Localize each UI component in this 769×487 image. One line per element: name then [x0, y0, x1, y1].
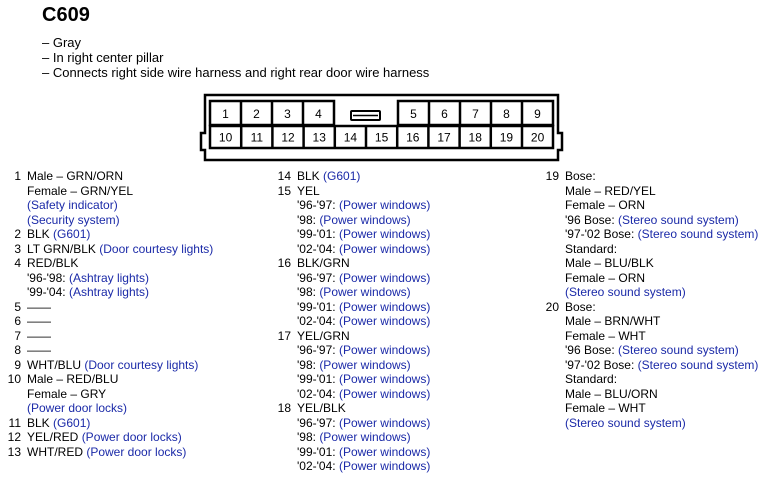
pin-entry-line [0, 198, 250, 213]
wire-info: BLK [27, 415, 54, 430]
wire-info: '98: [297, 357, 320, 372]
pin-entry-line [270, 459, 520, 474]
pin-entry-line [538, 314, 768, 329]
pin-entry-line [538, 198, 768, 213]
pin-entry-line [0, 213, 250, 228]
pin-entry-line [538, 358, 768, 373]
pin-entry-line [270, 430, 520, 445]
wire-info: '97-'02 Bose: [565, 227, 638, 241]
pin-number: 1 [14, 169, 21, 183]
pin-entry-line [538, 271, 768, 286]
pin-entry-line [0, 300, 250, 315]
wire-info: Female – WHT [565, 328, 646, 343]
pin-label: 11 [250, 130, 264, 145]
wire-info: '96-'98: [27, 270, 69, 285]
pin-label: 10 [218, 130, 233, 145]
wire-info: '96-'97: [297, 343, 339, 357]
pin-column-middle [270, 169, 520, 474]
pin-label: 14 [343, 130, 358, 145]
pin-label: 9 [534, 107, 541, 121]
pin-entry-line [270, 358, 520, 373]
wire-info: '96 Bose: [565, 212, 618, 227]
pin-entry-line [538, 416, 768, 431]
pin-entry-line [270, 416, 520, 431]
pin-entry-line [270, 285, 520, 300]
wire-info: Female – ORN [565, 270, 646, 285]
pin-entry-line [270, 387, 520, 402]
wire-info: —— [27, 343, 51, 357]
wire-info: BLK/GRN [297, 256, 350, 270]
wire-info: '98: [297, 285, 320, 299]
circuit-link[interactable]: (Power windows) [338, 415, 431, 430]
pin-number: 6 [14, 314, 21, 328]
wire-info: '02-'04: [297, 386, 339, 401]
pin-label: 1 [222, 107, 229, 121]
pin-number: 4 [14, 256, 21, 270]
connector-title: C609 [42, 4, 90, 26]
wire-info: Bose: [565, 299, 596, 314]
pin-number: 12 [7, 430, 21, 444]
description-line: – In right center pillar [42, 50, 164, 65]
pin-entry-line [270, 314, 520, 329]
pin-label: 13 [312, 130, 326, 145]
pin-entry-line [538, 343, 768, 358]
pin-number: 17 [277, 328, 291, 343]
wire-info: Female – WHT [565, 401, 646, 415]
circuit-link[interactable]: (Ashtray lights) [68, 285, 149, 299]
wire-info: WHT/RED [27, 444, 87, 459]
circuit-link[interactable]: (Power windows) [319, 285, 411, 299]
wire-info: YEL [297, 183, 320, 198]
circuit-link[interactable]: (Stereo sound system) [618, 212, 739, 227]
pin-label: 3 [284, 107, 291, 121]
wire-info: Male – BLU/BLK [565, 256, 654, 270]
pin-entry-line [0, 401, 250, 416]
pin-entry-line [270, 227, 520, 242]
pin-entry-line [538, 227, 768, 242]
wire-info: '96-'97: [297, 198, 339, 212]
circuit-link[interactable]: (Stereo sound system) [637, 357, 759, 372]
wire-info: Male – RED/BLU [27, 372, 119, 386]
wire-info: Female – ORN [565, 198, 646, 212]
pin-entry-line [0, 445, 250, 460]
pin-number: 14 [277, 169, 291, 183]
pin-number: 13 [7, 444, 21, 459]
pin-label: 12 [281, 130, 295, 145]
pin-entry-line [0, 329, 250, 344]
pin-entry-line [0, 184, 250, 199]
wire-info: '98: [297, 430, 320, 444]
pin-entry-line [270, 401, 520, 416]
pin-entry-line [0, 242, 250, 257]
pin-entry-line [0, 358, 250, 373]
wire-info: '99-'01: [297, 444, 339, 459]
pin-column-left [0, 169, 250, 459]
wire-info: —— [27, 314, 51, 328]
pin-entry-line [270, 256, 520, 271]
pin-number: 3 [14, 241, 21, 256]
wire-info: —— [27, 328, 51, 343]
wire-info: Bose: [565, 169, 596, 183]
pin-label: 7 [472, 107, 479, 121]
circuit-link[interactable]: (Stereo sound system) [637, 227, 759, 241]
wire-info: '02-'04: [297, 241, 339, 256]
pin-entry-line [0, 256, 250, 271]
circuit-link[interactable]: (Door courtesy lights) [99, 241, 214, 256]
connector-face-diagram [0, 0, 769, 170]
pin-number: 15 [277, 183, 291, 198]
pin-entry-line [0, 271, 250, 286]
pin-entry-line [538, 372, 768, 387]
pin-number: 7 [14, 328, 21, 343]
pin-entry-line [270, 198, 520, 213]
pin-entry-line [0, 314, 250, 329]
wire-info: Female – GRY [27, 386, 107, 401]
pin-entry-line [0, 372, 250, 387]
description-line: – Connects right side wire harness and right rear door wire harness [42, 65, 430, 80]
wire-info: Male – RED/YEL [565, 183, 656, 198]
pin-label: 18 [468, 130, 482, 145]
circuit-link[interactable]: (Power windows) [319, 357, 411, 372]
wire-info: '97-'02 Bose: [565, 357, 638, 372]
pin-label: 6 [441, 107, 448, 121]
description-line: – Gray [42, 35, 82, 50]
wire-info: Male – GRN/ORN [27, 169, 124, 183]
wire-info: —— [27, 299, 51, 314]
circuit-link[interactable]: (Power windows) [338, 459, 431, 473]
wire-info: '99-'01: [297, 227, 339, 241]
pin-entry-line [0, 343, 250, 358]
pin-number: 11 [8, 415, 21, 430]
pin-entry-line [538, 300, 768, 315]
pin-entry-line [0, 387, 250, 402]
circuit-link[interactable]: (Security system) [27, 212, 120, 227]
pin-number: 2 [14, 227, 21, 241]
pin-entry-line [0, 169, 250, 184]
circuit-link[interactable]: (Ashtray lights) [68, 270, 149, 285]
pin-entry-line [0, 416, 250, 431]
circuit-link[interactable]: (G601) [53, 227, 91, 241]
connector-housing [201, 95, 562, 160]
wire-info: '02-'04: [297, 459, 339, 473]
pin-label: 19 [499, 130, 514, 145]
pin-entry-line [538, 169, 768, 184]
pin-label: 4 [315, 107, 322, 121]
pin-column-right [538, 169, 768, 430]
circuit-link[interactable]: (Power windows) [338, 444, 431, 459]
wire-info: BLK [27, 227, 54, 241]
pin-number: 19 [545, 169, 559, 183]
pin-number: 10 [7, 372, 21, 386]
circuit-link[interactable]: (Stereo sound system) [618, 343, 739, 357]
circuit-link[interactable]: (Power windows) [338, 299, 431, 314]
wire-info: Male – BLU/ORN [565, 386, 658, 401]
circuit-link[interactable]: (Stereo sound system) [565, 285, 686, 299]
pin-label: 5 [410, 107, 417, 121]
pin-entry-line [538, 242, 768, 257]
wire-info: RED/BLK [27, 256, 79, 270]
circuit-link[interactable]: (Power windows) [338, 198, 431, 212]
wire-info: '96-'97: [297, 270, 339, 285]
pin-entry-line [270, 271, 520, 286]
wire-info: WHT/BLU [27, 357, 85, 372]
pin-number: 5 [14, 299, 21, 314]
wire-info: Standard: [565, 241, 618, 256]
pin-entry-line [270, 372, 520, 387]
pin-number: 20 [545, 299, 559, 314]
wire-info: Male – BRN/WHT [565, 314, 661, 328]
wire-info: '99-'01: [297, 372, 339, 386]
pin-entry-line [270, 445, 520, 460]
circuit-link[interactable]: (Power windows) [319, 212, 411, 227]
pin-entry-line [270, 184, 520, 199]
pin-entry-line [538, 387, 768, 402]
pin-entry-line [270, 300, 520, 315]
circuit-link[interactable]: (Power door locks) [81, 430, 182, 444]
wire-info: '96 Bose: [565, 343, 618, 357]
circuit-link[interactable]: (Power windows) [338, 270, 431, 285]
wire-info: BLK [297, 169, 324, 183]
pin-label: 17 [437, 130, 451, 145]
wire-info: YEL/BLK [297, 401, 346, 415]
circuit-link[interactable]: (Power windows) [338, 343, 431, 357]
pin-entry-line [538, 285, 768, 300]
pin-entry-line [270, 242, 520, 257]
circuit-link[interactable]: (Power windows) [338, 227, 431, 241]
wire-info: '99-'04: [27, 285, 69, 299]
wire-info: '96-'97: [297, 415, 339, 430]
pin-number: 16 [277, 256, 291, 270]
pin-entry-line [538, 256, 768, 271]
pin-label: 16 [406, 130, 420, 145]
pin-entry-line [270, 169, 520, 184]
pin-entry-line [0, 227, 250, 242]
pin-number: 18 [277, 401, 291, 415]
pin-entry-line [538, 213, 768, 228]
pin-entry-line [270, 213, 520, 228]
pin-entry-line [0, 430, 250, 445]
pin-label: 8 [503, 107, 510, 121]
wire-info: '98: [297, 212, 320, 227]
circuit-link[interactable]: (Door courtesy lights) [84, 357, 199, 372]
pin-entry-line [0, 285, 250, 300]
circuit-link[interactable]: (Power door locks) [86, 444, 187, 459]
pin-entry-line [538, 329, 768, 344]
circuit-link[interactable]: (Power windows) [319, 430, 411, 444]
wire-info: Standard: [565, 372, 618, 386]
circuit-link[interactable]: (Power windows) [338, 372, 431, 386]
wire-info: LT GRN/BLK [27, 241, 100, 256]
pin-label: 20 [530, 130, 545, 145]
pin-entry-line [538, 184, 768, 199]
circuit-link[interactable]: (Power windows) [338, 314, 431, 328]
pin-entry-line [270, 343, 520, 358]
wire-info: '02-'04: [297, 314, 339, 328]
wire-info: YEL/GRN [297, 328, 350, 343]
pin-label: 15 [374, 130, 389, 145]
pin-number: 8 [14, 343, 21, 357]
circuit-link[interactable]: (Power door locks) [27, 401, 128, 415]
circuit-link[interactable]: (Stereo sound system) [565, 415, 686, 430]
circuit-link[interactable]: (Power windows) [338, 241, 431, 256]
pin-label: 2 [253, 107, 260, 121]
wire-info: '99-'01: [297, 299, 339, 314]
circuit-link[interactable]: (G601) [53, 415, 91, 430]
circuit-link[interactable]: (Safety indicator) [27, 198, 118, 212]
pin-number: 9 [14, 357, 21, 372]
pin-entry-line [270, 329, 520, 344]
circuit-link[interactable]: (G601) [323, 169, 361, 183]
wire-info: YEL/RED [27, 430, 82, 444]
wire-info: Female – GRN/YEL [27, 183, 134, 198]
circuit-link[interactable]: (Power windows) [338, 386, 431, 401]
pin-entry-line [538, 401, 768, 416]
